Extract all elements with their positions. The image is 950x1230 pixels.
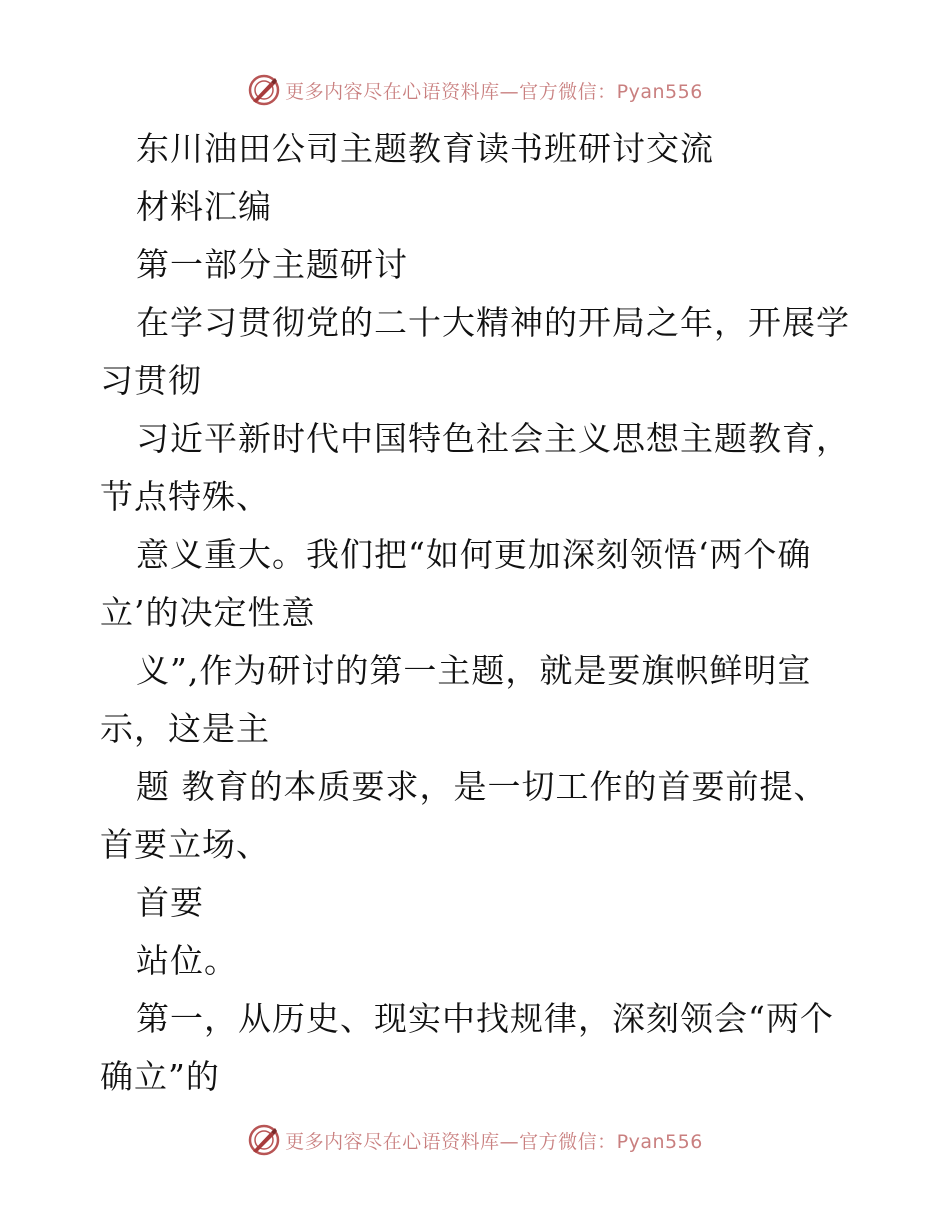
text-line: 立’的决定性意 xyxy=(100,593,316,632)
text-line: 在学习贯彻党的二十大精神的开局之年，开展学 xyxy=(136,303,850,342)
watermark-text: 更多内容尽在心语资料库—官方微信：Pyan556 xyxy=(285,80,703,103)
text-line: 义”,作为研讨的第一主题，就是要旗帜鲜明宣 xyxy=(136,651,812,690)
text-line: 站位。 xyxy=(136,941,238,980)
header-watermark xyxy=(0,70,950,110)
text-line: 意义重大。我们把“如何更加深刻领悟‘两个确 xyxy=(136,535,812,574)
text-line: 第一，从历史、现实中找规律，深刻领会“两个 xyxy=(136,999,834,1038)
text-line: 节点特殊、 xyxy=(100,477,270,516)
text-line: 题 教育的本质要求，是一切工作的首要前提、 xyxy=(136,767,828,806)
watermark-text: 更多内容尽在心语资料库—官方微信：Pyan556 xyxy=(285,1130,703,1153)
text-line: 材料汇编 xyxy=(136,187,272,226)
pen-seal-icon xyxy=(247,73,281,107)
text-line: 习贯彻 xyxy=(100,361,202,400)
pen-seal-icon xyxy=(247,1123,281,1157)
text-line: 首要 xyxy=(136,883,204,922)
text-line: 习近平新时代中国特色社会主义思想主题教育， xyxy=(136,419,850,458)
text-line: 首要立场、 xyxy=(100,825,270,864)
text-line: 第一部分主题研讨 xyxy=(136,245,408,284)
text-line: 东川油田公司主题教育读书班研讨交流 xyxy=(136,129,714,168)
footer-watermark xyxy=(0,1120,950,1160)
document-body xyxy=(100,120,860,1106)
text-line: 示，这是主 xyxy=(100,709,270,748)
text-line: 确立”的 xyxy=(100,1057,220,1096)
